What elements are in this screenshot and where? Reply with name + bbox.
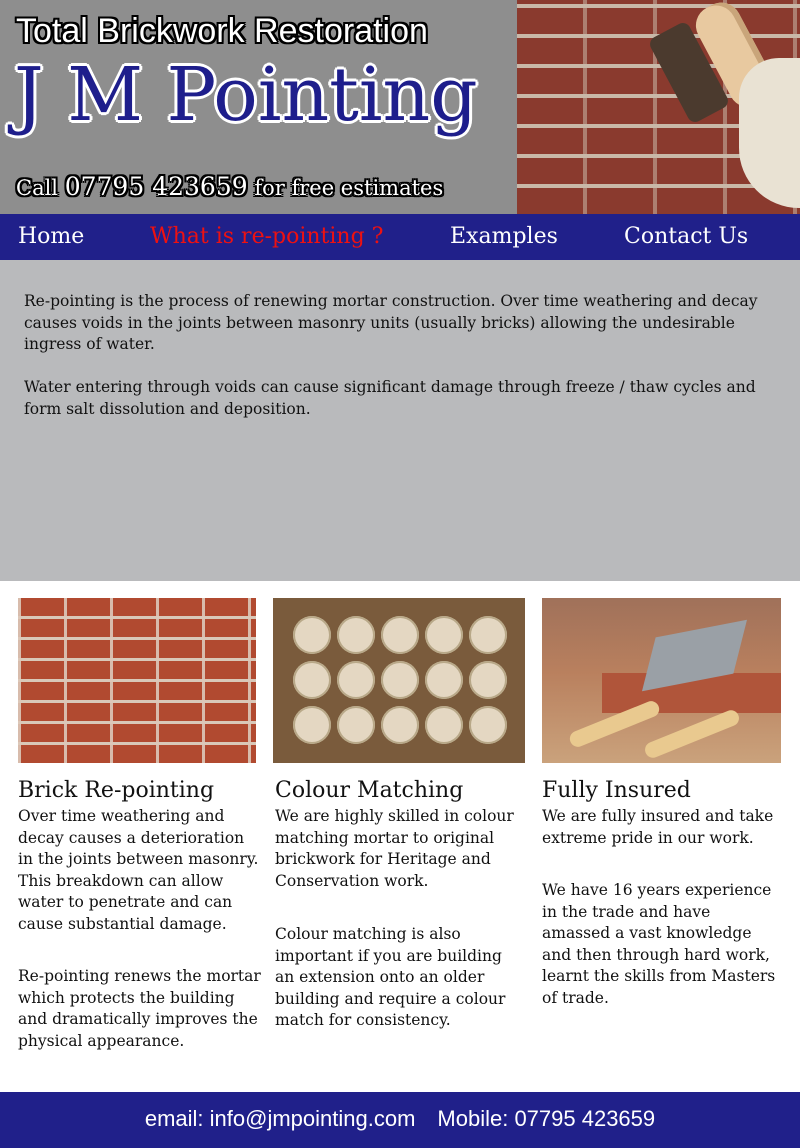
mortar-sample <box>469 706 507 744</box>
nav-item-home[interactable]: Home <box>18 224 85 249</box>
feature-paragraph: Over time weathering and decay causes a deterioration in the joints between masonry. This breakdown can allow water to penetrate and can cause substantial damage. <box>18 807 259 933</box>
intro-paragraph: Re-pointing is the process of renewing mortar construction. Over time weathering and decay causes voids in the joints between masonry units (usually bricks) allowing the undesirable ingress of water. <box>24 292 758 353</box>
mortar-sample <box>337 616 375 654</box>
mortar-sample <box>293 706 331 744</box>
nav-item-contact-us[interactable]: Contact Us <box>624 224 749 249</box>
phone-line <box>16 172 443 201</box>
nav-item-what-is-repointing[interactable]: What is re-pointing ? <box>150 224 384 249</box>
footer-contact <box>0 1106 800 1132</box>
mortar-sample <box>293 616 331 654</box>
header <box>0 0 800 214</box>
mortar-samples-image <box>273 598 525 763</box>
footer-mobile: Mobile: 07795 423659 <box>437 1106 656 1131</box>
mortar-sample <box>337 706 375 744</box>
feature-title: Brick Re-pointing <box>18 778 215 803</box>
feature-paragraph: We are highly skilled in colour matching mortar to original brickwork for Heritage and Conservation work. <box>275 807 514 890</box>
trowels-and-bricks-image <box>542 598 781 763</box>
mortar-sample <box>425 661 463 699</box>
intro-paragraph: Water entering through voids can cause significant damage through freeze / thaw cycles and form salt dissolution and deposition. <box>24 378 756 418</box>
feature-paragraph: We are fully insured and take extreme pride in our work. <box>542 807 774 847</box>
main-nav <box>0 214 800 260</box>
trowel-handle <box>643 708 742 760</box>
brick-wall-image <box>18 598 256 763</box>
feature-paragraph: We have 16 years experience in the trade and have amassed a vast knowledge and then through hard work, learnt the skills from Masters of trade. <box>542 881 776 1007</box>
phone-number: 07795 423659 <box>64 172 248 201</box>
mortar-sample <box>381 616 419 654</box>
mortar-sample <box>381 661 419 699</box>
feature-paragraph: Re-pointing renews the mortar which protects the building and dramatically improves the physical appearance. <box>18 967 261 1050</box>
tagline: Total Brickwork Restoration <box>16 12 428 50</box>
footer-email-link[interactable]: email: info@jmpointing.com <box>144 1106 416 1131</box>
header-photo-brush-on-brick <box>517 0 800 214</box>
mortar-sample <box>425 616 463 654</box>
mortar-sample <box>381 706 419 744</box>
phone-prefix: Call <box>16 176 59 200</box>
intro-section <box>0 260 800 581</box>
feature-paragraph: Colour matching is also important if you are building an extension onto an older building and require a colour match for consistency. <box>275 925 506 1029</box>
mortar-sample <box>425 706 463 744</box>
mortar-sample <box>469 616 507 654</box>
feature-title: Fully Insured <box>542 778 691 803</box>
phone-suffix: for free estimates <box>254 176 444 200</box>
mortar-sample <box>469 661 507 699</box>
mortar-sample <box>337 661 375 699</box>
footer <box>0 1092 800 1148</box>
brand-logo-text: J M Pointing <box>14 52 478 138</box>
nav-item-examples[interactable]: Examples <box>450 224 558 249</box>
mortar-sample <box>293 661 331 699</box>
feature-title: Colour Matching <box>275 778 464 803</box>
